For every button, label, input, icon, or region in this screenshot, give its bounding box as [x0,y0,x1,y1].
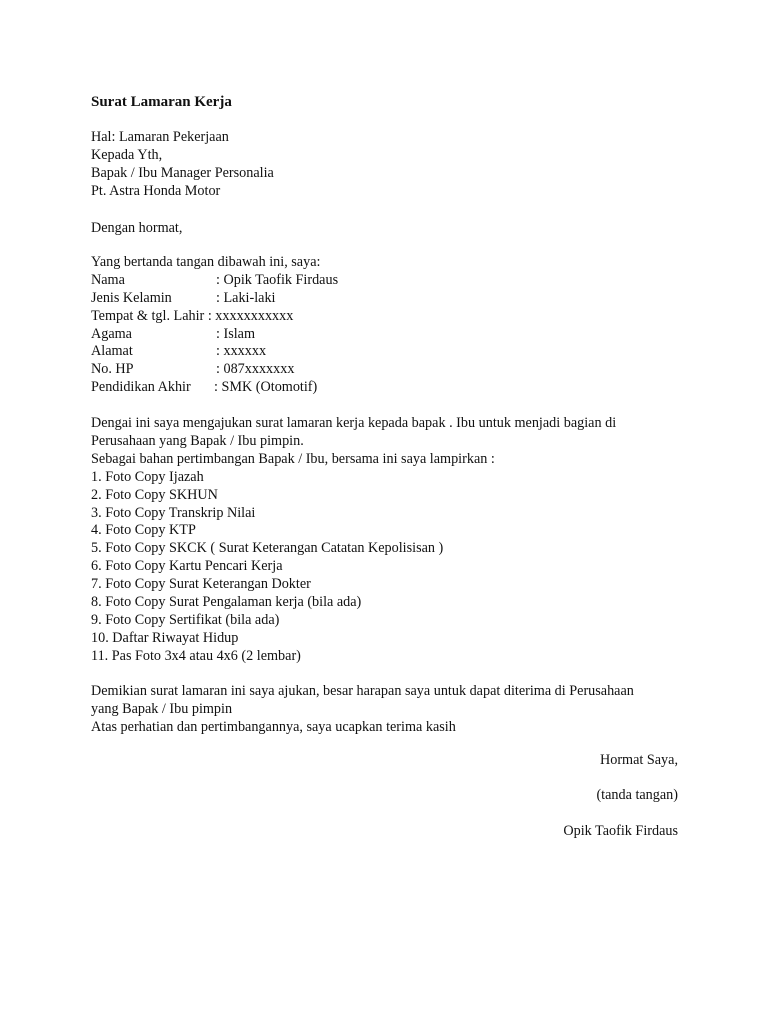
field-label: Nama [91,271,125,288]
body-paragraph-line: Sebagai bahan pertimbangan Bapak / Ibu, bersama ini saya lampirkan : [91,450,495,467]
list-item: 8. Foto Copy Surat Pengalaman kerja (bila ada) [91,594,362,611]
closing-section [91,683,634,737]
field-label: Tempat & tgl. Lahir [91,307,205,324]
field-label: Pendidikan Akhir [91,379,191,396]
list-item: 10. Daftar Riwayat Hidup [91,629,239,646]
list-item: 3. Foto Copy Transkrip Nilai [91,504,256,521]
greeting: Dengan hormat, [91,220,183,236]
list-item: 5. Foto Copy SKCK ( Surat Keterangan Catatan Kepolisisan ) [91,540,444,557]
closing-line: yang Bapak / Ibu pimpin [91,700,233,717]
field-label: Agama [91,325,132,342]
body-section [91,415,616,666]
recipient-company: Pt. Astra Honda Motor [91,183,221,199]
closing-line: Atas perhatian dan pertimbangannya, saya ucapkan terima kasih [91,718,456,735]
recipient-line: Kepada Yth, [91,147,163,163]
field-label: Alamat [91,343,133,360]
field-value: : Laki-laki [216,289,276,306]
body-paragraph-line: Dengai ini saya mengajukan surat lamaran kerja kepada bapak . Ibu untuk menjadi bagian di [91,415,617,431]
applicant-info [91,254,338,397]
signature-placeholder: (tanda tangan) [596,787,678,803]
greeting-block [91,219,182,237]
field-row [91,326,338,344]
field-label: Jenis Kelamin [91,289,172,306]
field-row [91,379,338,397]
field-value: : Islam [216,325,256,342]
list-item: 9. Foto Copy Sertifikat (bila ada) [91,611,280,628]
field-value: : xxxxxxxxxxx [204,307,294,324]
sign-off: Hormat Saya, [599,752,678,768]
intro-line: Yang bertanda tangan dibawah ini, saya: [91,254,321,270]
list-item: 2. Foto Copy SKHUN [91,486,218,503]
field-value: : xxxxxx [216,343,267,360]
field-value: : 087xxxxxxx [216,361,295,378]
recipient-block [91,128,274,200]
field-row [91,272,338,290]
field-row [91,361,338,379]
body-paragraph-line: Perusahaan yang Bapak / Ibu pimpin. [91,432,304,449]
list-item: 11. Pas Foto 3x4 atau 4x6 (2 lembar) [91,647,301,664]
list-item: 7. Foto Copy Surat Keterangan Dokter [91,576,311,593]
field-value: : SMK (Otomotif) [214,379,318,396]
list-item: 1. Foto Copy Ijazah [91,468,204,485]
field-label: No. HP [91,361,134,378]
field-row [91,290,338,308]
field-value: : Opik Taofik Firdaus [216,271,339,288]
list-item: 6. Foto Copy Kartu Pencari Kerja [91,558,283,575]
recipient-position: Bapak / Ibu Manager Personalia [91,165,274,181]
list-item: 4. Foto Copy KTP [91,522,196,539]
subject-line: Hal: Lamaran Pekerjaan [91,129,229,145]
field-row [91,343,338,361]
closing-line: Demikian surat lamaran ini saya ajukan, besar harapan saya untuk dapat diterima di Perusahaan [91,683,634,699]
field-row [91,308,338,326]
signer-name: Opik Taofik Firdaus [563,823,678,839]
letter-title: Surat Lamaran Kerja [91,94,232,110]
